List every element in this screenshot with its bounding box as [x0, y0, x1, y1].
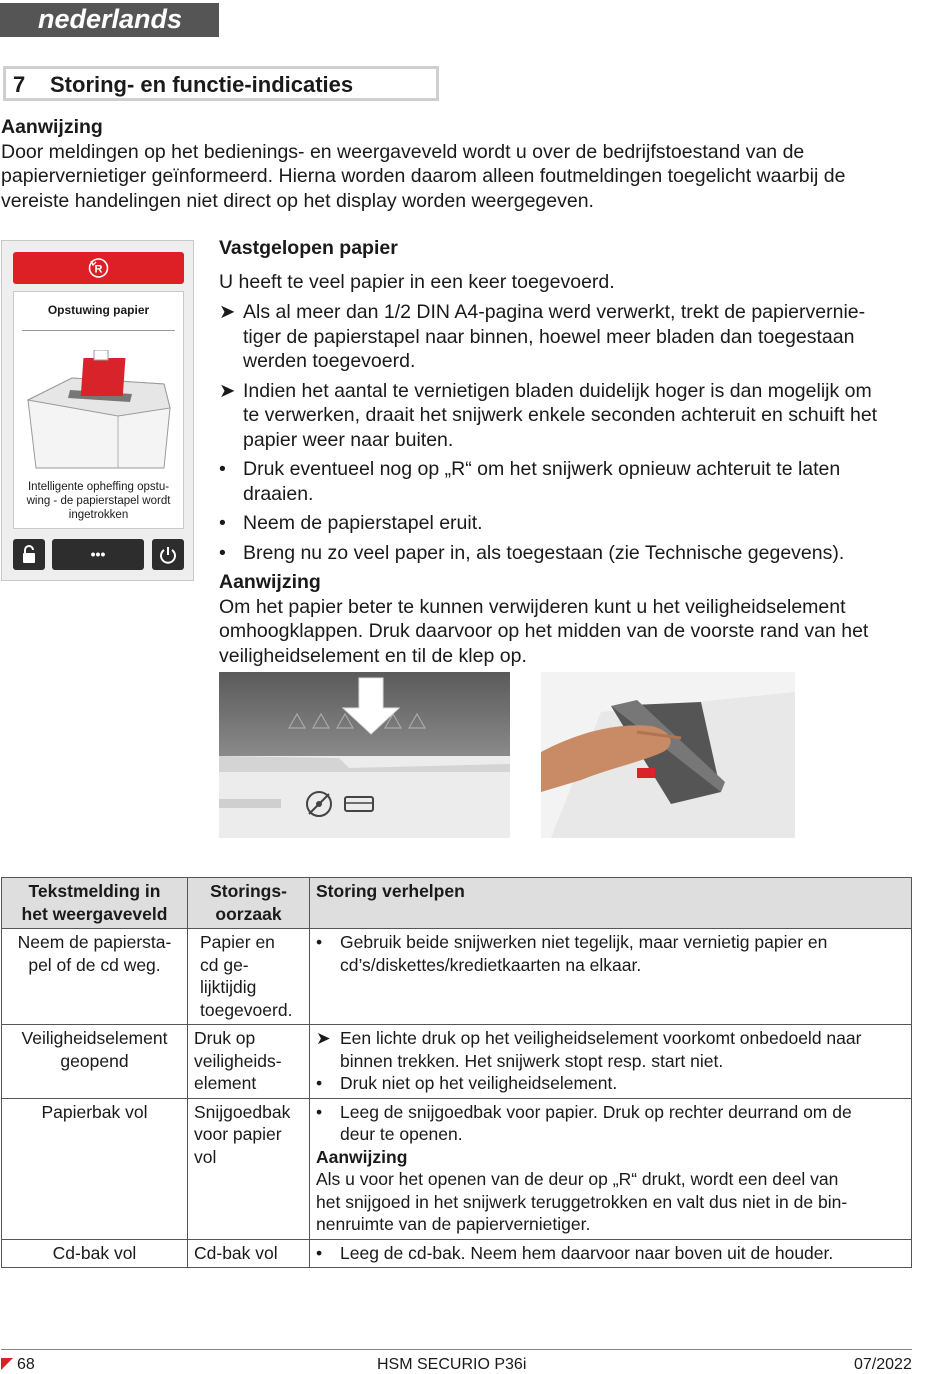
- fix-item: [316, 1242, 905, 1265]
- bullet-icon: •: [316, 1242, 323, 1263]
- safety-element-illustration: [219, 672, 510, 838]
- lock-icon: [13, 539, 45, 570]
- cell-line: voor papier: [194, 1124, 282, 1144]
- header-line: oorzaak: [215, 903, 282, 924]
- footer-divider: [1, 1349, 912, 1350]
- edition-date: 07/2022: [854, 1356, 912, 1373]
- cell-line: cd’s/diskettes/kredietkaarten na elkaar.: [340, 954, 642, 975]
- list-item-line: werden toegevoerd.: [243, 350, 416, 372]
- display-header-bar: [13, 252, 184, 284]
- intro-heading: Aanwijzing: [1, 116, 103, 138]
- cell-line: toegevoerd.: [200, 999, 293, 1020]
- section-note-line: veiligheidselement en til de klep op.: [219, 644, 527, 667]
- list-item-line: Indien het aantal te vernietigen bladen duidelijk hoger is dan mogelijk om: [243, 379, 872, 402]
- display-divider: [22, 330, 175, 331]
- list-item-line: papier weer naar buiten.: [243, 428, 454, 451]
- bullet-icon: •: [316, 1101, 323, 1122]
- lock-button[interactable]: [13, 539, 45, 570]
- cell-line: Leeg de cd-bak. Neem hem daarvoor naar boven uit de houder.: [340, 1242, 834, 1263]
- list-item-line: draaien.: [243, 482, 314, 505]
- cell-line: Leeg de snijgoedbak voor papier. Druk op rechter deurrand om de: [340, 1101, 852, 1122]
- cell-message: [2, 1239, 188, 1268]
- header-line: Storing verhelpen: [316, 881, 465, 901]
- list-item-line: tiger de papierstapel naar binnen, hoewel meer bladen dan toegestaan: [243, 325, 855, 348]
- display-caption: [14, 480, 183, 522]
- display-caption-line: ingetrokken: [68, 509, 129, 521]
- cell-line: nenruimte van de papiervernietiger.: [316, 1214, 591, 1234]
- table-row: [2, 1025, 912, 1099]
- cell-line: Druk niet op het veiligheidselement.: [340, 1073, 618, 1093]
- cell-line: veiligheids-: [194, 1050, 282, 1071]
- power-button[interactable]: [152, 539, 184, 570]
- cell-line: Gebruik beide snijwerken niet tegelijk, maar vernietig papier en: [340, 932, 828, 952]
- bullet-icon: •: [219, 541, 226, 564]
- list-item-line: te verwerken, draait het snijwerk enkele seconden achteruit en schuift het: [243, 404, 878, 426]
- fix-item: [316, 1101, 905, 1146]
- table-row: [2, 929, 912, 1025]
- cell-cause: [188, 1025, 310, 1099]
- list-item: [219, 511, 919, 536]
- cell-line: het snijgoed in het snijwerk teruggetrokken en valt dus niet in de bin-: [316, 1191, 848, 1212]
- section-note-heading: Aanwijzing: [219, 571, 321, 593]
- list-item-line: Breng nu zo veel paper in, als toegestaan (zie Technische gegevens).: [243, 541, 845, 564]
- list-item: [219, 541, 919, 566]
- cell-message: [2, 1098, 188, 1239]
- table-header-message: [2, 878, 188, 929]
- table-row: [2, 1239, 912, 1268]
- section-lead-text: U heeft te veel papier in een keer toegevoerd.: [219, 271, 615, 293]
- cell-line: lijktijdig: [200, 977, 257, 997]
- cell-fix: [310, 1239, 912, 1268]
- cell-line: binnen trekken. Het snijwerk stopt resp. start niet.: [340, 1050, 724, 1071]
- cell-line: Papierbak vol: [41, 1101, 148, 1122]
- list-item-line: Neem de papierstapel eruit.: [243, 512, 483, 534]
- cell-line: Cd-bak vol: [52, 1242, 137, 1263]
- shredder-illustration: [14, 350, 183, 470]
- cell-fix: [310, 1098, 912, 1239]
- cell-fix: [310, 929, 912, 1025]
- fix-item: [316, 931, 905, 976]
- header-line: Tekstmelding in: [28, 881, 161, 901]
- fault-table: [1, 877, 912, 1268]
- reverse-icon: [13, 252, 184, 284]
- table-header-row: [2, 878, 912, 929]
- instruction-list: [219, 300, 919, 668]
- chapter-heading: [3, 66, 439, 101]
- bullet-icon: •: [219, 512, 226, 534]
- cell-message: [2, 1025, 188, 1099]
- cell-line: Neem de papiersta-: [17, 932, 172, 952]
- menu-button[interactable]: •••: [52, 539, 144, 570]
- display-caption-line: Intelligente opheffing opstu-: [27, 481, 170, 493]
- cell-fix: [310, 1025, 912, 1099]
- photo-lifting-flap: [541, 672, 795, 838]
- cell-line: Druk op: [194, 1028, 256, 1048]
- cell-line: deur te openen.: [340, 1124, 463, 1144]
- hand-lifting-flap-illustration: [541, 672, 795, 838]
- table-header-cause: [188, 878, 310, 929]
- section-note-line: omhoogklappen. Druk daarvoor op het midden van de voorste rand van het: [219, 620, 869, 642]
- display-panel: [1, 240, 194, 581]
- intro-line: papiervernietiger geïnformeerd. Hierna worden daarom alleen foutmeldingen toegelicht waarbij de: [1, 165, 846, 187]
- display-caption-line: wing - de papierstapel wordt: [26, 495, 171, 507]
- fix-item: [316, 1072, 905, 1095]
- footer-marker-icon: [1, 1358, 13, 1370]
- cell-cause: [188, 929, 310, 1025]
- language-label: nederlands: [38, 4, 183, 34]
- list-item: [219, 379, 919, 453]
- cell-line: Cd-bak vol: [194, 1242, 278, 1263]
- cell-line: Veiligheidselement: [21, 1028, 168, 1048]
- arrow-icon: ➤: [219, 379, 236, 402]
- list-item-line: Druk eventueel nog op „R“ om het snijwerk opnieuw achteruit te laten: [243, 458, 841, 480]
- section-note-line: Om het papier beter te kunnen verwijderen kunt u het veiligheidselement: [219, 595, 846, 618]
- cell-line: Als u voor het openen van de deur op „R“ drukt, wordt een deel van: [316, 1169, 839, 1189]
- reverse-icon-letter: R: [94, 263, 103, 276]
- cell-message: [2, 929, 188, 1025]
- section-note: [219, 570, 919, 668]
- cell-line: Papier en: [200, 932, 275, 952]
- chapter-number: 7: [13, 72, 26, 97]
- cell-line: element: [194, 1073, 257, 1093]
- intro-line: vereiste handelingen niet direct op het display worden weergegeven.: [1, 189, 594, 212]
- display-message-card: [13, 291, 184, 529]
- chapter-title: Storing- en functie-indicaties: [50, 72, 354, 97]
- section-title: Vastgelopen papier: [219, 237, 398, 259]
- language-banner: [0, 3, 219, 37]
- bullet-icon: •: [316, 932, 323, 952]
- power-icon: [152, 539, 184, 570]
- bullet-icon: •: [219, 458, 226, 480]
- cell-cause: [188, 1239, 310, 1268]
- header-line: het weergaveveld: [21, 903, 168, 924]
- photo-safety-element: [219, 672, 510, 838]
- cell-line: pel of de cd weg.: [28, 954, 161, 975]
- display-title: Opstuwing papier: [47, 303, 150, 317]
- cell-line: cd ge-: [200, 954, 249, 975]
- header-line: Storings-: [210, 881, 287, 901]
- intro-note: [1, 115, 931, 213]
- list-item-line: Als al meer dan 1/2 DIN A4-pagina werd verwerkt, trekt de papiervernie-: [243, 301, 866, 323]
- list-item: [219, 457, 919, 506]
- cell-line: geopend: [60, 1050, 129, 1071]
- product-name: HSM SECURIO P36i: [377, 1356, 527, 1373]
- section-text: [219, 236, 919, 261]
- section-lead: [219, 270, 919, 295]
- cell-cause: [188, 1098, 310, 1239]
- cell-line: Snijgoedbak: [194, 1101, 291, 1122]
- list-item: [219, 300, 919, 374]
- bullet-icon: •: [316, 1073, 323, 1093]
- fix-item: [316, 1027, 905, 1072]
- table-row: [2, 1098, 912, 1239]
- cell-note-heading: Aanwijzing: [316, 1146, 408, 1167]
- cell-line: Een lichte druk op het veiligheidselement voorkomt onbedoeld naar: [340, 1028, 862, 1048]
- intro-line: Door meldingen op het bedienings- en weergaveveld wordt u over de bedrijfstoestand van de: [1, 140, 805, 163]
- cell-line: vol: [194, 1146, 217, 1167]
- arrow-icon: ➤: [316, 1028, 331, 1048]
- table-header-fix: [310, 878, 912, 929]
- page-number: 68: [17, 1356, 35, 1373]
- arrow-icon: ➤: [219, 301, 236, 323]
